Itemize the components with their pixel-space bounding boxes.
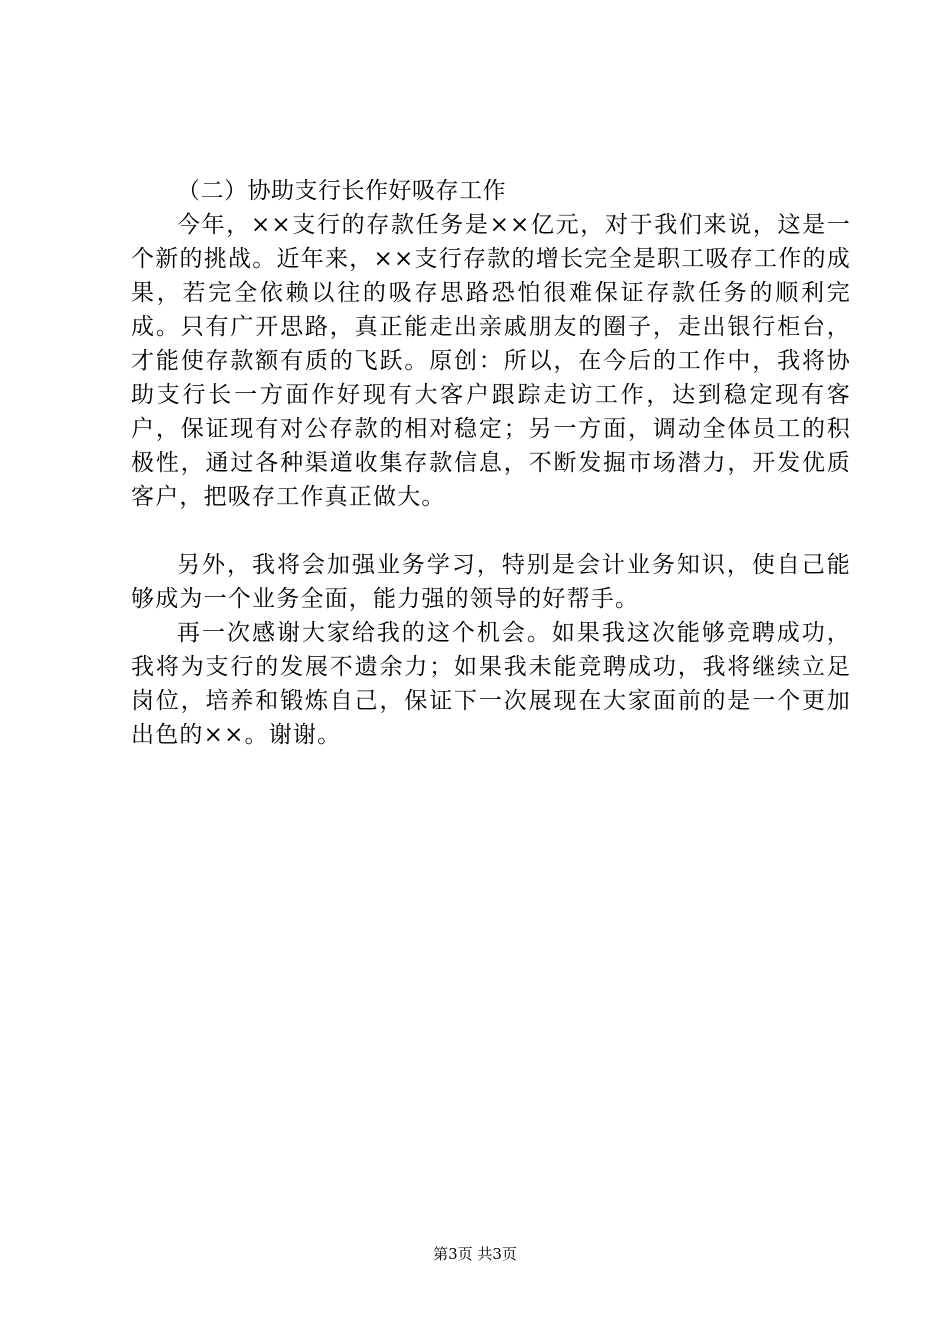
paragraph-thanks: 再一次感谢大家给我的这个机会。如果我这次能够竞聘成功，我将为支行的发展不遗余力；如果我未能竞聘成功，我将继续立足岗位，培养和锻炼自己，保证下一次展现在大家面前的是一个更加出色的××。谢谢。 — [131, 620, 851, 748]
page-number-footer: 第3页 共3页 — [433, 1245, 517, 1263]
paragraph-deposit-task: 今年，××支行的存款任务是××亿元，对于我们来说，这是一个新的挑战。近年来，××支行存款的增长完全是职工吸存工作的成果，若完全依赖以往的吸存思路恐怕很难保证存款任务的顺利完成。只有广开思路，真正能走出亲戚朋友的圈子，走出银行柜台，才能使存款额有质的飞跃。原创：所以，在今后的工作中，我将协助支行长一方面作好现有大客户跟踪走访工作，达到稳定现有客户，保证现有对公存款的相对稳定；另一方面，调动全体员工的积极性，通过各种渠道收集存款信息，不断发掘市场潜力，开发优质客户，把吸存工作真正做大。 — [131, 212, 851, 510]
document-body — [131, 174, 851, 752]
section-heading: （二）协助支行长作好吸存工作 — [177, 178, 506, 204]
paragraph-study: 另外，我将会加强业务学习，特别是会计业务知识，使自己能够成为一个业务全面，能力强的领导的好帮手。 — [131, 552, 851, 612]
